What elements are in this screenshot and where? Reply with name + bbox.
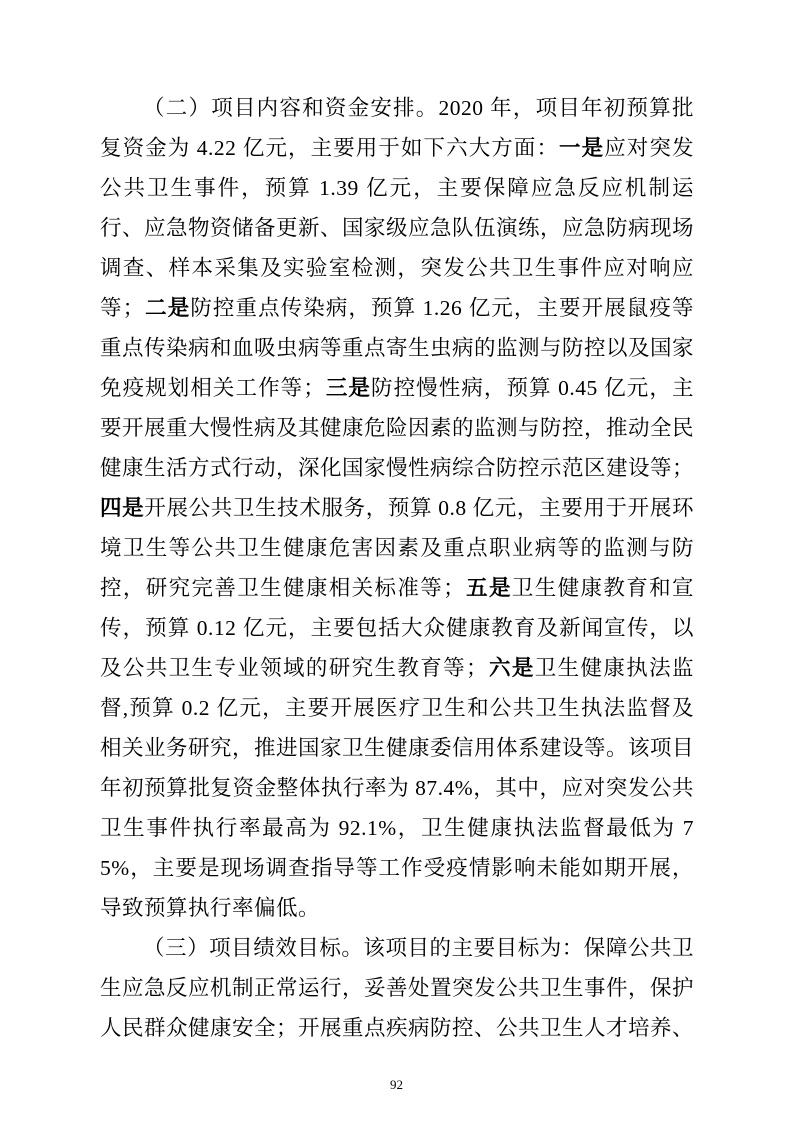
document-body <box>100 88 694 1048</box>
page-footer <box>0 1076 793 1094</box>
text-segment: 该项目的主要目标为：保障公共卫生应急反应机制正常运行，妥善处置突发公共卫生事件，保护人民群众健康安全；开展重点疾病防控、公共卫生人才培养、 <box>100 936 695 1040</box>
emphasis-segment: 五是 <box>465 576 512 600</box>
emphasis-segment: 四是 <box>100 496 145 520</box>
page-number: 92 <box>390 1077 403 1092</box>
emphasis-segment: 三是 <box>325 376 371 400</box>
clause-heading: （三）项目绩效目标。 <box>143 936 364 960</box>
para-project-content-and-funding <box>100 88 694 928</box>
text-segment: 防控慢性病，预算 0.45 亿元，主要开展重大慢性病及其健康危险因素的监测与防控，推动全民健康生活方式行动，深化国家慢性病综合防控示范区建设等； <box>100 376 695 480</box>
text-segment: 开展公共卫生技术服务，预算 0.8 亿元，主要用于开展环境卫生等公共卫生健康危害因素及重点职业病等的监测与防控，研究完善卫生健康相关标准等； <box>100 496 694 600</box>
text-segment: 卫生健康教育和宣传，预算 0.12 亿元，主要包括大众健康教育及新闻宣传，以及公共卫生专业领域的研究生教育等； <box>100 576 694 680</box>
emphasis-segment: 一是 <box>559 136 605 160</box>
para-project-performance-goals <box>100 928 694 1048</box>
emphasis-segment: 六是 <box>488 656 535 680</box>
emphasis-segment: 二是 <box>144 296 191 320</box>
text-segment: 应对突发公共卫生事件，预算 1.39 亿元，主要保障应急反应机制运行、应急物资储备更新、国家级应急队伍演练，应急防病现场调查、样本采集及实验室检测，突发公共卫生事件应对响应等； <box>100 136 695 320</box>
text-segment: 防控重点传染病，预算 1.26 亿元，主要开展鼠疫等重点传染病和血吸虫病等重点寄生虫病的监测与防控以及国家免疫规划相关工作等； <box>100 296 695 400</box>
clause-heading: （二）项目内容和资金安排。 <box>143 96 439 120</box>
text-segment: 2020 年，项目年初预算批复资金为 4.22 亿元，主要用于如下六大方面： <box>100 96 694 160</box>
text-segment: 卫生健康执法监督,预算 0.2 亿元，主要开展医疗卫生和公共卫生执法监督及相关业务研究，推进国家卫生健康委信用体系建设等。该项目年初预算批复资金整体执行率为 87.4%，其中，应对突发公共卫生事件执行率最高为 92.1%，卫生健康执法监督最低为 75%，主要是现场调查指导等工作受疫情影响未能如期开展，导致预算执行率偏低。 <box>100 656 695 920</box>
